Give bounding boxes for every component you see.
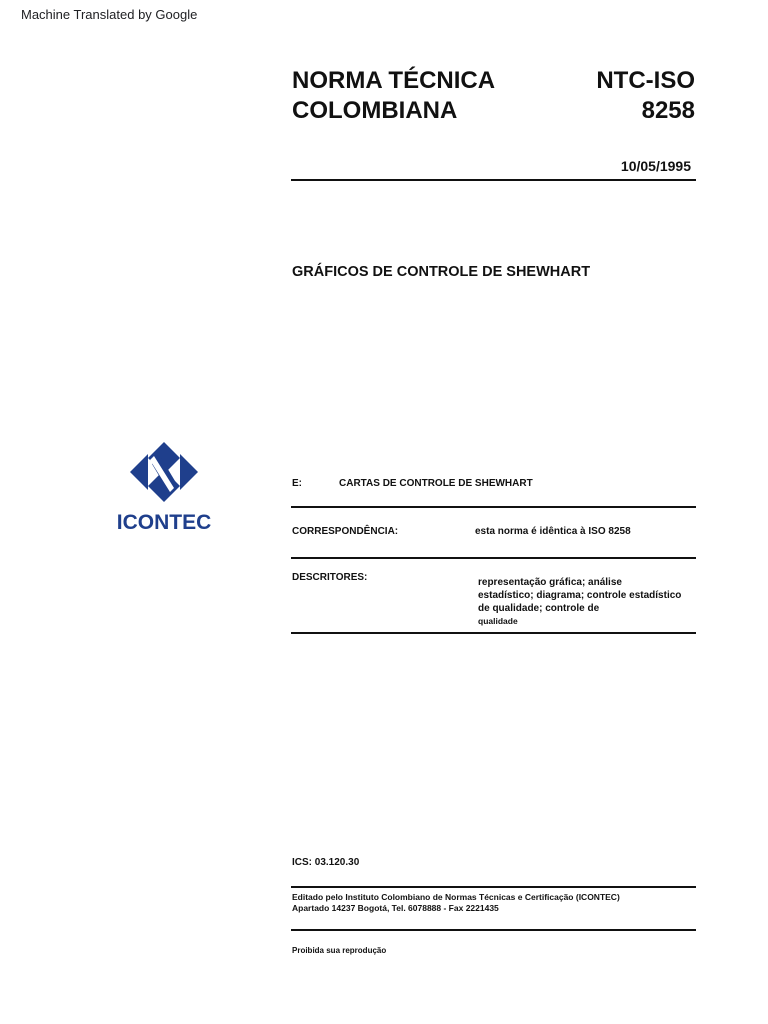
divider-top: [291, 179, 696, 181]
code-line-1: NTC-ISO: [596, 67, 695, 94]
descriptors-line-3: de qualidade; controle de: [478, 603, 600, 614]
correspondence-value: esta norma é idêntica à ISO 8258: [475, 526, 631, 537]
document-subtitle: GRÁFICOS DE CONTROLE DE SHEWHART: [292, 264, 591, 280]
icontec-logo: [108, 440, 220, 536]
publication-date: 10/05/1995: [620, 158, 691, 174]
ics-code: ICS: 03.120.30: [292, 857, 360, 868]
document-title: [292, 66, 495, 126]
e-label: E:: [292, 478, 302, 489]
publisher-line-2: Apartado 14237 Bogotá, Tel. 6078888 - Fax 2221435: [292, 903, 499, 913]
correspondence-label: CORRESPONDÊNCIA:: [292, 526, 399, 537]
icontec-logo-icon: [108, 440, 220, 536]
divider-descriptors: [291, 632, 696, 634]
publisher-line-1: Editado pelo Instituto Colombiano de Normas Técnicas e Certificação (ICONTEC): [292, 892, 620, 902]
machine-translated-banner: Machine Translated by Google: [21, 7, 198, 22]
divider-ics: [291, 886, 696, 888]
title-line-1: NORMA TÉCNICA: [292, 67, 496, 94]
descriptors-label: DESCRITORES:: [292, 572, 368, 583]
e-value: CARTAS DE CONTROLE DE SHEWHART: [339, 478, 533, 489]
descriptors-line-2: estadístico; diagrama; controle estadístico: [478, 590, 682, 601]
divider-e: [291, 506, 696, 508]
publisher-info: [292, 892, 620, 914]
descriptors-line-1: representação gráfica; análise: [478, 577, 622, 588]
title-line-2: COLOMBIANA: [292, 97, 458, 124]
logo-text: ICONTEC: [116, 511, 212, 534]
reproduction-notice: Proibida sua reprodução: [292, 946, 387, 955]
descriptors-value: [478, 576, 681, 627]
divider-correspondence: [291, 557, 696, 559]
descriptors-line-4: qualidade: [478, 616, 518, 626]
code-line-2: 8258: [641, 97, 695, 124]
divider-publisher: [291, 929, 696, 931]
standard-code: [596, 66, 695, 126]
